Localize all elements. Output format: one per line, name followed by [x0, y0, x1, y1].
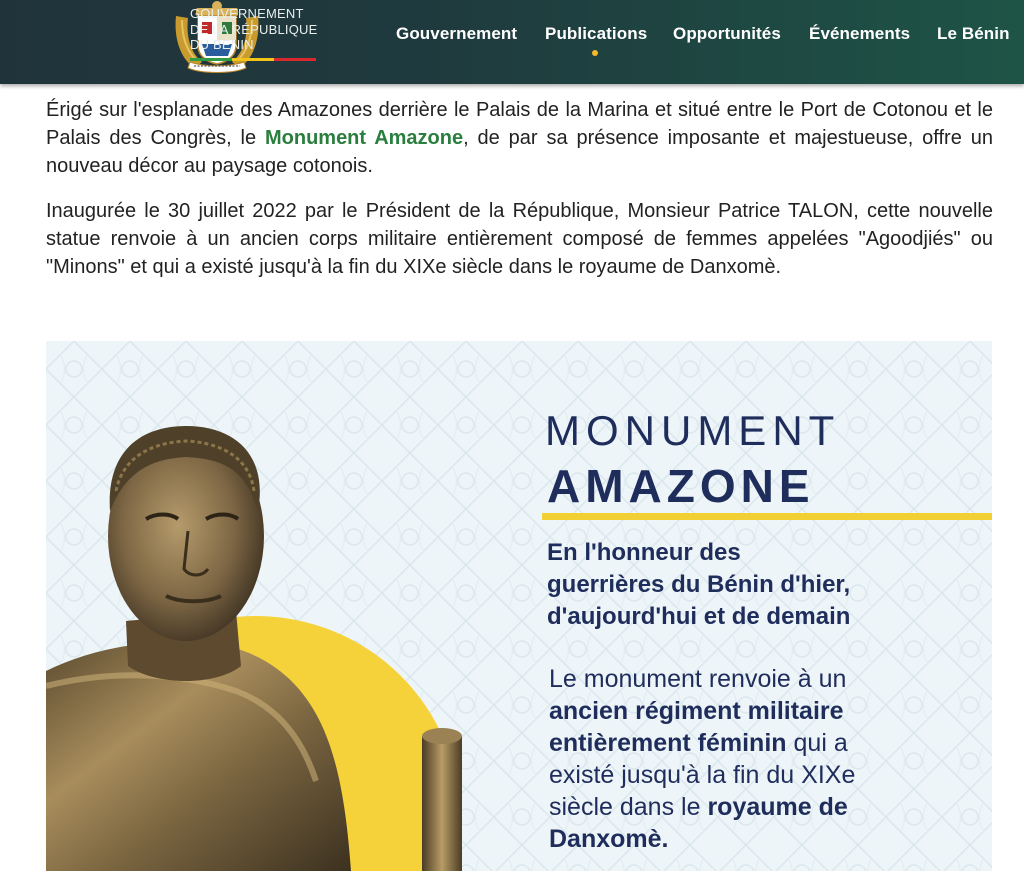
poster-body-line5-bold: royaume de [707, 793, 848, 821]
flag-yellow-stripe [232, 58, 274, 61]
poster-body-line6 [549, 823, 979, 855]
flag-green-stripe [190, 58, 232, 61]
monument-amazone-poster [46, 341, 992, 871]
paragraph-1-text-end: , de par sa présence imposante et majestueuse, offre un nouveau décor au paysage cotonois. [46, 127, 993, 177]
poster-body-line5-start: siècle dans le [549, 793, 708, 821]
poster-body-line1: Le monument renvoie à un [549, 665, 847, 693]
poster-title-line1: MONUMENT [545, 407, 841, 454]
poster-description [549, 663, 979, 855]
poster-body-line3 [549, 727, 979, 759]
poster-body-line4: existé jusqu'à la fin du XIXe [549, 761, 856, 789]
poster-body-line6-bold: Danxomè. [549, 825, 669, 853]
gov-name-line1: GOUVERNEMENT [190, 6, 304, 21]
poster-subtitle [547, 537, 967, 633]
active-nav-indicator [592, 50, 598, 56]
nav-item-le-benin[interactable]: Le Bénin [937, 24, 1010, 43]
poster-body-line3-rest: qui a [786, 729, 848, 757]
paragraph-1-text-start: Érigé sur l'esplanade des Amazones derrière le Palais de la Marina et situé entre le Port de Cotonou et le Palais des Congrès, le [46, 99, 993, 149]
poster-subtitle-line2: guerrières du Bénin d'hier, [547, 571, 851, 598]
monument-highlight: Monument Amazone [264, 127, 464, 149]
gov-name-line3: DU BÉNIN [190, 37, 254, 52]
nav-item-gouvernement[interactable]: Gouvernement [396, 24, 518, 43]
poster-subtitle-line3: d'aujourd'hui et de demain [547, 603, 851, 630]
nav-item-opportunites[interactable]: Opportunités [673, 24, 781, 43]
site-header [0, 0, 1024, 84]
main-nav [0, 21, 1024, 48]
poster-title-line2: AMAZONE [547, 460, 815, 512]
gov-name-line2: DE LA RÉPUBLIQUE [190, 21, 318, 37]
article-paragraph-1 [46, 96, 993, 180]
poster-body-line3-bold: entièrement féminin [549, 729, 787, 757]
poster-body-line2-bold: ancien régiment militaire [549, 697, 844, 725]
flag-red-stripe [274, 58, 316, 61]
nav-item-publications[interactable]: Publications [545, 24, 648, 43]
nav-item-evenements[interactable]: Événements [809, 24, 911, 43]
poster-body-line2 [549, 695, 979, 727]
article-paragraph-2: Inaugurée le 30 juillet 2022 par le Président de la République, Monsieur Patrice TALON, cette nouvelle statue renvoie à un ancien corps militaire entièrement composé de femmes appelées "Agoodjiés" ou "Minons" et qui a existé jusqu'à la fin du XIXe siècle dans le royaume de Danxomè. [46, 200, 993, 278]
flag-color-bar [190, 58, 316, 61]
poster-body-line5 [549, 791, 979, 823]
poster-subtitle-line1: En l'honneur des [547, 539, 741, 566]
poster-yellow-rule [542, 513, 992, 520]
